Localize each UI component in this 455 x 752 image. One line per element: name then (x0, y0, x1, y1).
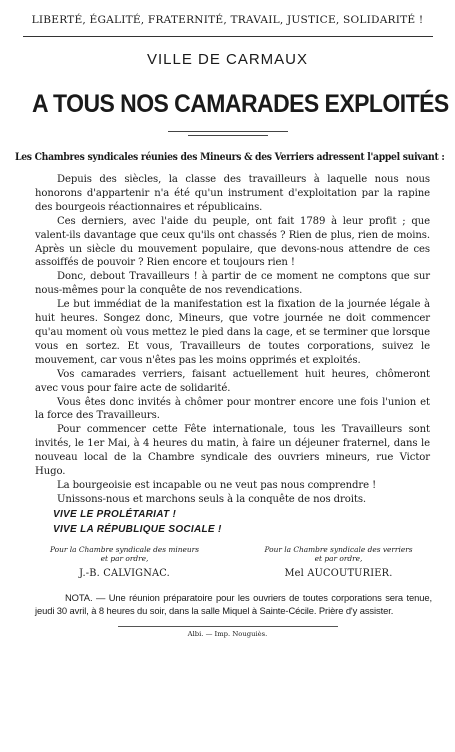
paragraph: Le but immédiat de la manifestation est la fixation de la journée légale à huit heures. Songez donc, Mineurs, que votre journée ne doit commencer qu'au moment où vous mettez le pied dans la cage, et se terminer que lorsque vous en sortez. Et vous, Travailleurs de toutes corporations, suivez le mouvement, car vous n'êtes pas les moins opprimés et exploités. (35, 299, 430, 366)
signatures (15, 546, 440, 580)
paragraph: Vos camarades verriers, faisant actuellement huit heures, chômeront avec vous pour faire acte de solidarité. (35, 368, 430, 394)
signature-label: Pour la Chambre syndicale des verriers (264, 544, 413, 554)
top-rule (23, 36, 433, 37)
signature-name: Mel AUCOUTURIER. (284, 568, 393, 580)
signature-glassworkers (251, 546, 426, 580)
main-title: A TOUS NOS CAMARADES EXPLOITÉS (32, 90, 449, 118)
cry: VIVE LE PROLÉTARIAT ! (53, 508, 177, 520)
cry: VIVE LA RÉPUBLIQUE SOCIALE ! (53, 523, 222, 535)
intro-line: Les Chambres syndicales réunies des Mineurs & des Verriers adressent l'appel suivant : (15, 152, 445, 163)
motto: LIBERTÉ, ÉGALITÉ, FRATERNITÉ, TRAVAIL, JUSTICE, SOLIDARITÉ ! (31, 14, 424, 26)
paragraph: Unissons-nous et marchons seuls à la conquête de nos droits. (57, 493, 367, 505)
appeal-body (15, 173, 440, 507)
signature-label: Pour la Chambre syndicale des mineurs (50, 544, 199, 554)
printer-imprint: Albi. — Imp. Nouguiès. (187, 630, 268, 639)
paragraph: Pour commencer cette Fête internationale, tous les Travailleurs sont invités, le 1er Mai, à 4 heures du matin, à faire un déjeuner fraternel, dans le nouveau local de la Chambre syndicale des ouvriers mineurs, rue Victor Hugo. (35, 424, 430, 478)
paragraph: Vous êtes donc invités à chômer pour montrer encore une fois l'union et la force des Travailleurs. (35, 396, 430, 422)
paragraph: Depuis des siècles, la classe des travailleurs à laquelle nous nous honorons d'appartenir n'a été qu'un instrument d'exploitation par la rapine des bourgeois réactionnaires et républicains. (35, 174, 430, 213)
signature-miners (37, 546, 212, 580)
paragraph: Ces derniers, avec l'aide du peuple, ont fait 1789 à leur profit ; que valent-ils davantage que ceux qu'ils ont chassés ? Rien de plus, rien de moins. Après un siècle du mouvement populaire, que devons-nous attendre de ces assoiffés de pouvoir ? Rien encore et toujours rien ! (35, 215, 430, 269)
paragraph: Donc, debout Travailleurs ! à partir de ce moment ne comptons que sur nous-mêmes pour la conquête de nos revendications. (35, 271, 430, 297)
printer-rule (118, 626, 338, 627)
signature-label: et par ordre, (100, 553, 149, 563)
nota (15, 592, 440, 617)
paragraph: La bourgeoisie est incapable ou ne veut pas nous comprendre ! (57, 479, 377, 491)
nota-text: NOTA. — Une réunion préparatoire pour les ouvriers de toutes corporations sera tenue, jeudi 30 avril, à 8 heures du soir, dans la salle Miquel à Sainte-Cécile. Prière d'y assister. (35, 592, 432, 616)
signature-name: J.-B. CALVIGNAC. (79, 568, 170, 580)
ornament-rule (168, 131, 288, 136)
town-heading: VILLE DE CARMAUX (146, 51, 309, 68)
signature-label: et par ordre, (314, 553, 363, 563)
